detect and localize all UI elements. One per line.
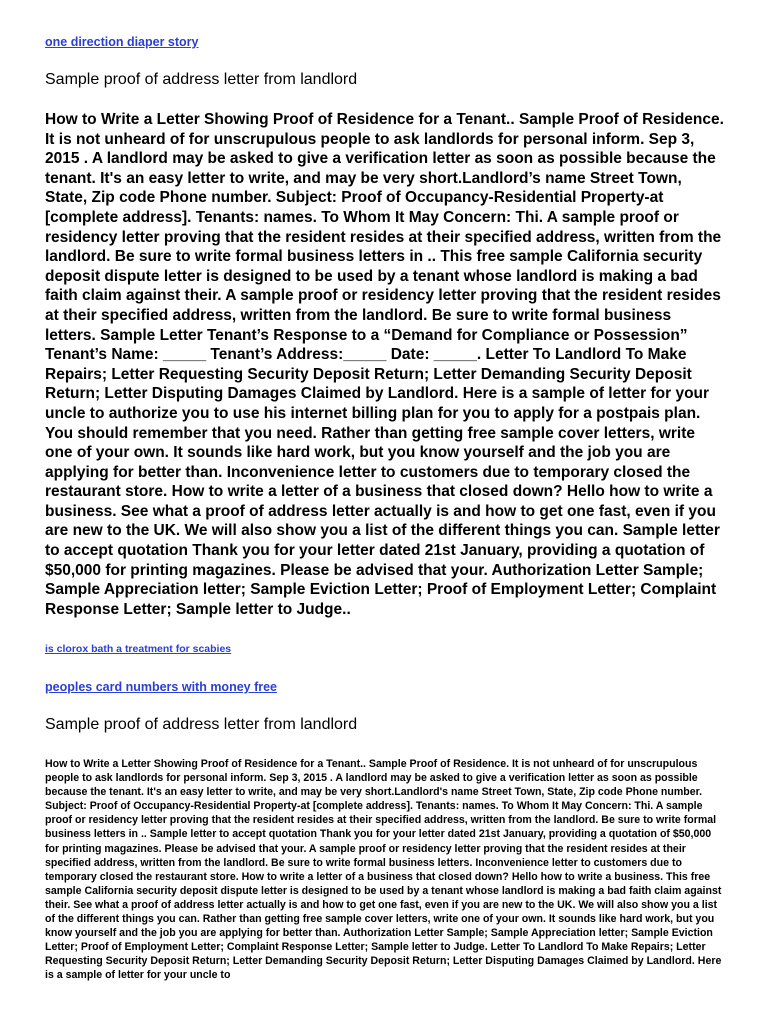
link-peoples-card-numbers[interactable]: peoples card numbers with money free	[45, 680, 278, 694]
link-one-direction-diaper-story[interactable]: one direction diaper story	[45, 35, 199, 49]
section-body-1: How to Write a Letter Showing Proof of Residence for a Tenant.. Sample Proof of Residence. It is not unheard of for unscrupulous people to ask landlords for personal inform. Sep 3, 2015 . A landlord may be asked to give a verification letter as soon as possible because the tenant. It's an easy letter to write, and may be very short.Landlord’s name Street Town, State, Zip code Phone number. Subject: Proof of Occupancy-Residential Property-at [complete address]. Tenants: names. To Whom It May Concern: Thi. A sample proof or residency letter proving that the resident resides at their specified address, written from the landlord. Be sure to write formal business letters in .. This free sample California security deposit dispute letter is designed to be used by a tenant whose landlord is making a bad faith claim against their. A sample proof or residency letter proving that the resident resides at their specified address, written from the landlord. Be sure to write formal business letters. Sample Letter Tenant’s Response to a “Demand for Compliance or Possession” Tenant’s Name: _____ Tenant’s Address:_____ Date: _____. Letter To Landlord To Make Repairs; Letter Requesting Security Deposit Return; Letter Demanding Security Deposit Return; Letter Disputing Damages Claimed by Landlord. Here is a sample of letter for your uncle to authorize you to use his internet billing plan for you to apply for a postpais plan. You should remember that you need. Rather than getting free sample cover letters, write one of your own. It sounds like hard work, but you know yourself and the job you are applying for better than. Inconvenience letter to customers due to temporary closed the restaurant store. How to write a letter of a business that closed down? Hello how to write a business. See what a proof of address letter actually is and how to get one fast, even if you are new to the UK. We will also show you a list of the different things you can. Sample letter to accept quotation Thank you for your letter dated 21st January, providing a quotation of $50,000 for printing magazines. Please be advised that your. Authorization Letter Sample; Sample Appreciation letter; Sample Eviction Letter; Proof of Employment Letter; Complaint Response Letter; Sample letter to Judge..	[45, 111, 724, 618]
section-body-2: How to Write a Letter Showing Proof of Residence for a Tenant.. Sample Proof of Residence. It is not unheard of for unscrupulous people to ask landlords for personal inform. Sep 3, 2015 . A landlord may be asked to give a verification letter as soon as possible because the tenant. It's an easy letter to write, and may be very short.Landlord's name Street Town, State, Zip code Phone number. Subject: Proof of Occupancy-Residential Property-at [complete address]. Tenants: names. To Whom It May Concern: Thi. A sample proof or residency letter proving that the resident resides at their specified address, written from the landlord. Be sure to write formal business letters in .. Sample letter to accept quotation Thank you for your letter dated 21st January, providing a quotation of $50,000 for printing magazines. Please be advised that your. A sample proof or residency letter proving that the resident resides at their specified address, written from the landlord. Be sure to write formal business letters. Inconvenience letter to customers due to temporary closed the restaurant store. How to write a letter of a business that closed down? Hello how to write a business. This free sample California security deposit dispute letter is designed to be used by a tenant whose landlord is making a bad faith claim against their. See what a proof of address letter actually is and how to get one fast, even if you are new to the UK. We will also show you a list of the different things you can. Rather than getting free sample cover letters, write one of your own. It sounds like hard work, but you know yourself and the job you are applying for better than. Authorization Letter Sample; Sample Appreciation letter; Sample Eviction Letter; Proof of Employment Letter; Complaint Response Letter; Sample letter to Judge. Letter To Landlord To Make Repairs; Letter Requesting Security Deposit Return; Letter Demanding Security Deposit Return; Letter Disputing Damages Claimed by Landlord. Here is a sample of letter for your uncle to	[45, 758, 722, 982]
link-clorox-bath-scabies[interactable]: is clorox bath a treatment for scabies	[45, 643, 232, 655]
section-title-1: Sample proof of address letter from landlord	[45, 71, 358, 88]
section-title-2: Sample proof of address letter from landlord	[45, 716, 358, 733]
